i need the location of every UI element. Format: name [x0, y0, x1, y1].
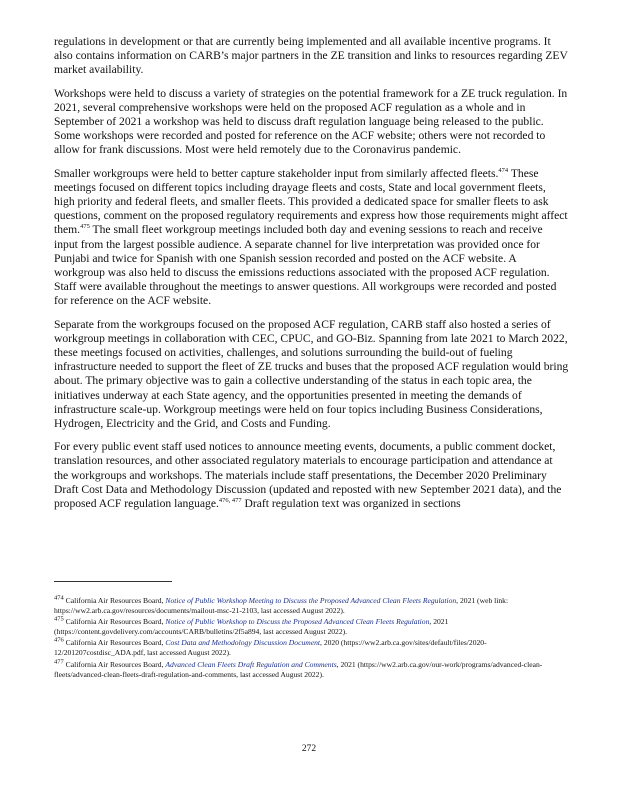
- page-body: [54, 35, 569, 520]
- footnote-author: California Air Resources Board,: [65, 596, 166, 605]
- footnote-ref[interactable]: 475: [80, 223, 90, 231]
- paragraph-smaller-workgroups: [54, 167, 569, 309]
- paragraph-text: These meetings focused on different topics including drayage fleets and costs, State and local government fleets, high priority and federal fleets, and smaller fleets. This provided a dedicated space for smaller fleets to ask questions, comment on the proposed regulatory requirements and express how those requirements might affect them.: [54, 166, 568, 237]
- paragraph-text: For every public event staff used notices to announce meeting events, documents, a public comment docket, translation resources, and other associated regulatory materials to encourage participation and attendance at the workgroups and workshops. The materials include staff presentations, the December 2020 Preliminary Draft Cost Data and Methodology Discussion (updated and reposted with new September 2021 data), and the proposed ACF regulation language.: [54, 440, 562, 511]
- footnotes: [54, 596, 566, 681]
- footnote-divider: [54, 581, 172, 582]
- page-number: 272: [301, 744, 317, 754]
- footnote-474: [54, 596, 566, 616]
- footnote-number: 474: [54, 594, 64, 602]
- paragraph-text: The small fleet workgroup meetings included both day and evening sessions to reach and receive input from the largest possible audience. A separate channel for live interpretation was provided once for Punjabi and twice for Spanish with one Spanish session recorded and posted on the ACF website. A workgroup was also held to discuss the emissions reductions associated with the proposed ACF regulation. Staff were available throughout the meetings to answer questions. All workgroups were recorded and posted for reference on the ACF website.: [54, 223, 557, 308]
- footnote-477: [54, 660, 566, 680]
- footnote-number: 476: [54, 636, 64, 644]
- footnote-title[interactable]: Cost Data and Methodology Discussion Document: [165, 638, 321, 648]
- footnote-number: 475: [54, 615, 64, 623]
- paragraph-workshops: Workshops were held to discuss a variety of strategies on the potential framework for a ZE truck regulation. In 2021, several comprehensive workshops were held on the proposed ACF regulation as a whole and in September of 2021 a workshop was held to discuss draft regulation language being released to the public. Some workshops were recorded and posted for reference on the ACF website; others were not recorded to allow for frank discussions. Most were held remotely due to the Coronavirus pandemic.: [54, 86, 568, 157]
- footnote-476: [54, 638, 566, 658]
- footnote-ref[interactable]: 476, 477: [218, 497, 242, 505]
- paragraph-text: Draft regulation text was organized in sections: [241, 497, 461, 511]
- footnote-title[interactable]: Notice of Public Workshop Meeting to Discuss the Proposed Advanced Clean Fleets Regulation: [165, 596, 457, 605]
- footnote-author: California Air Resources Board,: [65, 638, 166, 648]
- footnote-number: 477: [54, 658, 64, 666]
- footnote-author: California Air Resources Board,: [65, 617, 166, 627]
- paragraph-public-notices: [54, 440, 569, 511]
- paragraph-text: Smaller workgroups were held to better capture stakeholder input from similarly affected fleets.: [54, 166, 499, 180]
- paragraph-zev-resources: regulations in development or that are currently being implemented and all available incentive programs. It also contains information on CARB’s major partners in the ZE transition and links to resources regarding ZEV market availability.: [54, 35, 568, 77]
- footnote-citation: , 2021 (https://content.govdelivery.com/accounts/CARB/bulletins/2f5a894, last accessed August 2022).: [54, 617, 449, 637]
- footnote-citation: , 2021 (https://ww2.arb.ca.gov/our-work/programs/advanced-clean-fleets/advanced-clean-fleets-draft-regulation-and-comments, last accessed August 2022).: [54, 659, 543, 679]
- footnote-title[interactable]: Notice of Public Workshop to Discuss the Proposed Advanced Clean Fleets Regulation: [165, 617, 430, 627]
- footnote-ref[interactable]: 474: [498, 166, 509, 174]
- paragraph-infrastructure-workgroups: Separate from the workgroups focused on the proposed ACF regulation, CARB staff also hosted a series of workgroup meetings in collaboration with CEC, CPUC, and GO-Biz. Spanning from late 2021 to March 2022, these meetings focused on activities, challenges, and solutions surrounding the build-out of fueling infrastructure needed to support the fleet of ZE trucks and buses that the proposed ACF regulation would bring about. The primary objective was to gain a collective understanding of the status in each topic area, the initiatives underway at each State agency, and the opportunities presented in meeting the demands of infrastructure scale-up. Workgroup meetings were held on four topics including Business Considerations, Hydrogen, Electricity and the Grid, and Costs and Funding.: [54, 317, 569, 431]
- footnote-title[interactable]: Advanced Clean Fleets Draft Regulation and Comments: [165, 659, 337, 669]
- footnote-citation: , 2020 (https://ww2.arb.ca.gov/sites/default/files/2020-12/201207costdisc_ADA.pdf, last accessed August 2022).: [54, 638, 487, 658]
- footnote-citation: , 2021 (web link: https://ww2.arb.ca.gov/resources/documents/mailout-msc-21-2103, last accessed August 2022).: [54, 596, 509, 616]
- footnote-author: California Air Resources Board,: [65, 659, 166, 669]
- footnote-475: [54, 617, 566, 637]
